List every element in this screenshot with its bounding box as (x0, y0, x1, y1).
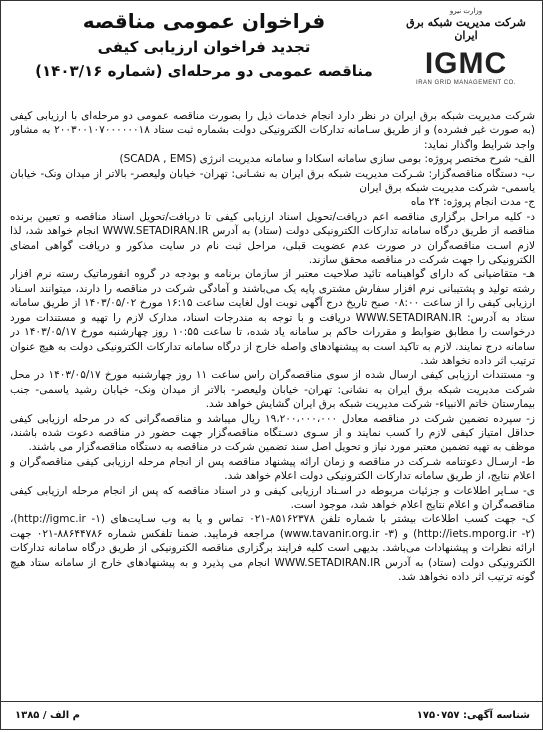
clause-ze: ز- سپرده تضمین شرکت در مناقصه معادل ۱۹،۲۰۰،۰۰۰،۰۰۰ ریال میباشد و مناقصه‌گرانی که در مرحله ارزیابی کیفی حداقل امتیاز کیفی لازم را کسب نمایند و از سـوی دسـتگاه مناقصه‌گزار جهت حضور در مناقصه دعوت شده باشند، موظف به تهیه تضمین معتبر مورد نیاز و تحویل اصل سند تضمین شرکت در مناقصه به دستگاه مناقصه‌گزار می باشند. (10, 412, 535, 454)
header (1, 1, 543, 111)
igmc-logo (401, 7, 531, 103)
clause-dal: د- کلیه مراحل برگزاری مناقصه اعم دریافت/تحویل اسناد ارزیابی کیفی تا دریافت/تحویل اسناد مناقصه و تعیین برنده مناقصه از طریق درگاه سامانه تدارکات الکترونیکی دولت (ستاد) به آدرس WWW.SETADIRAN.IR انجام خواهد شد، لذا لازم اسـت مناقصه‌گران در صورت عدم عضویت قبلی، مراحل ثبت نام در سایت مذکور و دریافت گواهی امضای الکترونیکی را جهت شرکت در مناقصه محقق سازند. (10, 210, 535, 267)
footer (1, 701, 543, 732)
clause-alef: الف- شرح مختصر پروژه: بومی سازی سامانه اسکادا و سامانه مدیریت انرژی (SCADA , EMS) (119, 153, 535, 166)
clause-be: ب- دستگاه مناقصه‌گزار: شـرکت مدیریت شبکه برق ایران به نشـانی: تهران- خیابان ولیعصر- بالاتر از میدان ونک- خیابان یاسمی- شرکت مدیریت شبکه برق ایران (10, 167, 535, 195)
page-title: فراخوان عمومی مناقصه (82, 9, 326, 33)
publication-code: م الف / ۱۳۸۵ (15, 710, 80, 721)
clause-jim: ج- مدت انجام پروژه: ۲۴ ماه (410, 196, 535, 209)
clause-he: هـ- متقاضیانی که دارای گواهینامه تائید صلاحیت معتبر از سازمان برنامه و بودجه در گروه انفورماتیک رسته نرم افزار رشته تولید و پشتیبانی نرم افزار سفارش مشتری پایه یک می‌باشند و آمادگی شرکت در مناقصه را دارند، میتوانند اسـناد ارزیابی کیفی را از ساعت ۰۸:۰۰ صبح تاریخ درج آگهی نوبت اول لغایت ساعت ۱۶:۱۵ مورخ ۱۴۰۳/۰۵/۰۲ از طریق سامانه ستاد به آدرس: WWW.SETADIRAN.IR دریافت و با توجه به مندرجات اسناد، مدارک لازم را تهیه و مستندات مورد درخواست را مطابق ضوابط و مقررات حاکم بر سامانه یاد شده، تا ساعت ۱۰:۵۵ روز چهارشنبه مورخ ۱۴۰۳/۰۵/۱۷ در سامانه درج نمایند. لازم به تاکید است به پیشنهادهای واصله خارج از درگاه سامانه تدارکات الکترونیکی دولت به هیچ عنوان ترتیب اثر داده نخواهد شد. (10, 268, 535, 367)
logo-subtitle: IRAN GRID MANAGEMENT CO. (416, 80, 516, 86)
tender-number: مناقصه عمومی دو مرحله‌ای (شماره ۱۴۰۳/۱۶) (35, 62, 373, 80)
logo-company-name: شرکت مدیریت شبکه برق ایران (406, 16, 526, 42)
ad-id: شناسه آگهی: ۱۷۵۰۷۵۷ (416, 710, 530, 721)
page-subtitle: تجدید فراخوان ارزیابی کیفی (97, 38, 311, 56)
clause-vav: و- مستندات ارزیابی کیفی ارسال شده از سوی مناقصه‌گران راس ساعت ۱۱ روز چهارشنبه مورخ ۱۴۰۳/۰۵/۱۷ در محل شرکت مدیریت شبکه برق ایران به نشانی: تهران- خیابان ولیعصر- بالاتر از میدان ونک- خیابان رشید یاسمی- جنب بیمارستان خاتم الانبیاء- شرکت مدیریت شبکه برق ایران گشایش خواهد شد. (10, 369, 535, 411)
clause-kaf: ک- جهت کسب اطلاعات بیشتر با شماره تلفن ۸۵۱۶۲۳۷۸-۰۲۱ تماس و یا به وب سـایت‌های (http://igmc.ir -۱)، (http://iets.mporg.ir -۲) و (www.tavanir.org.ir -۳) مراجعه فرمایید. ضمنا تلفکس شماره ۸۸۶۴۴۷۸۶-۰۲۱ جهت ارائه نظرات و پیشنهادات می‌باشد. بدیهی است کلیه فرایند برگزاری مناقصه الکترونیکی از طریق درگاه سامانه تدارکات الکترونیکی دولت (ستاد) به آدرس WWW.SETADIRAN.IR انجام می پذیرد و به پیشنهادهای خارج از سامانه ستاد هیچ گونه ترتیب اثر داده نخواهد شد. (10, 513, 535, 583)
clause-ta: ط- ارسـال دعوتنامه شـرکت در مناقصه و زمان ارائه پیشنهاد مناقصه پس از انجام مرحله ارزیابی کیفی مناقصه‌گران و اعلام نتایج، از طریق سامانه تدارکات الکترونیکی دولت اعلام خواهد شد. (10, 455, 535, 483)
intro-paragraph: شرکت مدیریت شبکه برق ایران در نظر دارد انجام خدمات ذیل را بصورت مناقصه عمومی دو مرحله‌ای با ارزیابی کیفی (به صورت غیر فشرده) و از طریق سـامانه تدارکات الکترونیکی دولت بشماره ثبت ستاد ۲۰۰۳۰۰۱۰۷۰۰۰۰۰۰۱۸ به مشاور واجد شرایط واگذار نماید: (10, 110, 535, 151)
logo-ministry: وزارت نیرو (449, 7, 483, 15)
notice-body (10, 109, 535, 697)
clause-ye: ی- سـایر اطلاعات و جزئیات مربوطه در اسـناد ارزیابی کیفی و در اسناد مناقصه که پس از انجام مرحله ارزیابی کیفی مناقصه‌گران و اعلام نتایج اعلام خواهد شد، موجود است. (10, 484, 535, 511)
title-block (9, 7, 399, 83)
logo-mark: IGMC (424, 47, 508, 80)
